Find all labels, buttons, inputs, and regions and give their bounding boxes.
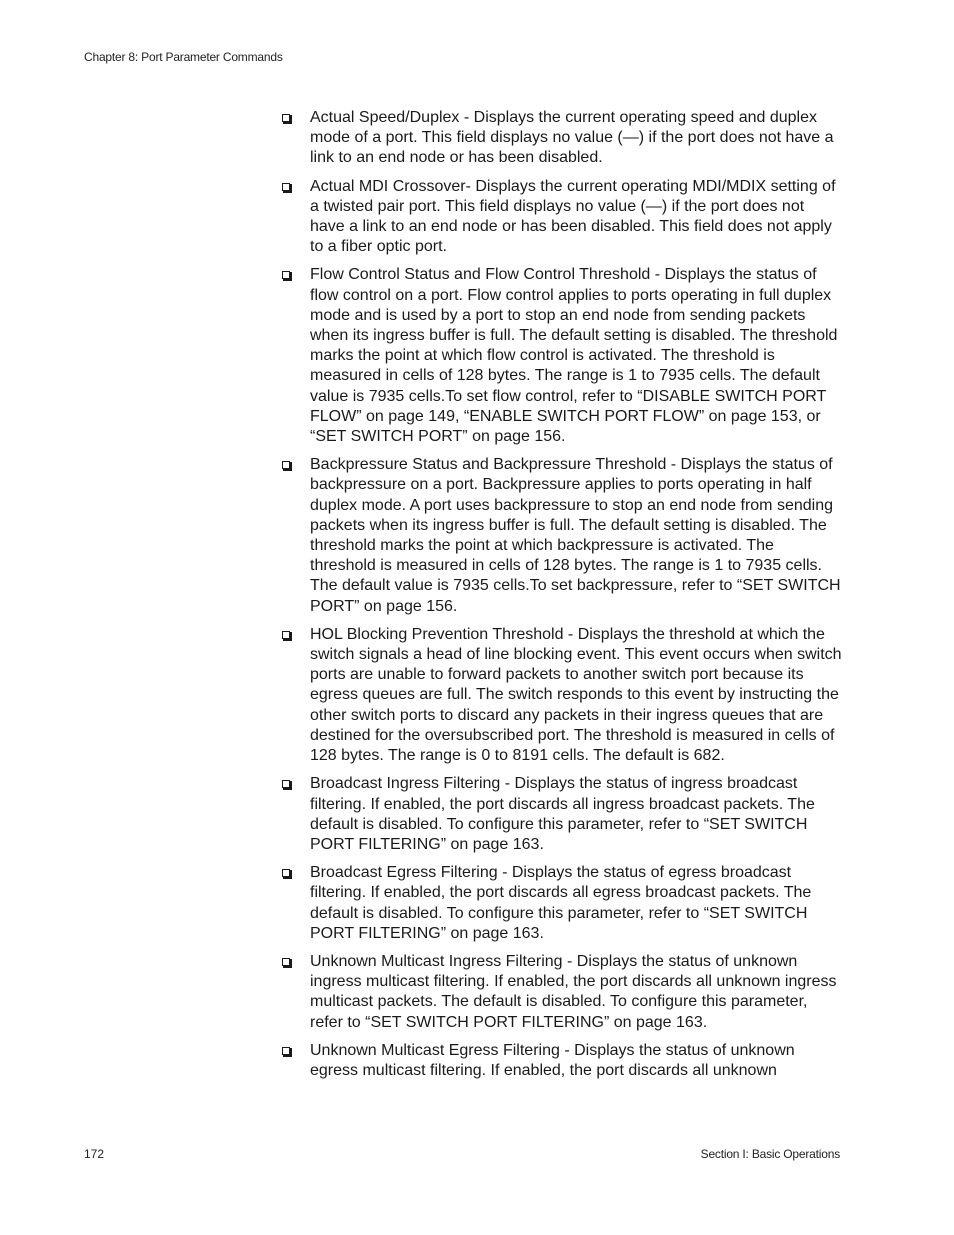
checkbox-square-icon	[282, 631, 290, 639]
running-header: Chapter 8: Port Parameter Commands	[84, 50, 283, 64]
list-item-text: Actual Speed/Duplex - Displays the current operating speed and duplex mode of a port. This field displays no value (—) if the port does not have a link to an end node or has been disabled.	[310, 109, 834, 167]
list-item-hol-blocking	[280, 625, 842, 766]
list-item-broadcast-egress	[280, 863, 842, 944]
list-item-actual-mdi-crossover	[280, 177, 842, 258]
checkbox-square-icon	[282, 1047, 290, 1055]
list-item-text: Flow Control Status and Flow Control Threshold - Displays the status of flow control on a port. Flow control applies to ports operating in full duplex mode and is used by a port to stop an end node from sending packets when its ingress buffer is full. The default setting is disabled. The threshold marks the point at which flow control is activated. The threshold is measured in cells of 128 bytes. The range is 1 to 7935 cells. The default value is 7935 cells.To set flow control, refer to “DISABLE SWITCH PORT FLOW” on page 149, “ENABLE SWITCH PORT FLOW” on page 153, or “SET SWITCH PORT” on page 156.	[310, 266, 838, 446]
checkbox-square-icon	[282, 958, 290, 966]
list-item-flow-control	[280, 265, 842, 447]
checkbox-square-icon	[282, 461, 290, 469]
list-item-text: Actual MDI Crossover- Displays the current operating MDI/MDIX setting of a twisted pair port. This field displays no value (—) if the port does not have a link to an end node or has been disabled. This field does not apply to a fiber optic port.	[310, 177, 836, 256]
list-item-text: Unknown Multicast Egress Filtering - Displays the status of unknown egress multicast filtering. If enabled, the port discards all unknown	[310, 1041, 795, 1079]
page-number: 172	[84, 1147, 105, 1161]
section-title: Section I: Basic Operations	[700, 1147, 840, 1161]
list-item-text: Unknown Multicast Ingress Filtering - Displays the status of unknown ingress multicast filtering. If enabled, the port discards all unknown ingress multicast packets. The default is disabled. To configure this parameter, refer to “SET SWITCH PORT FILTERING” on page 163.	[310, 952, 837, 1031]
list-item-broadcast-ingress	[280, 774, 842, 855]
checkbox-square-icon	[282, 271, 290, 279]
parameter-bullet-list	[280, 108, 842, 1089]
list-item-unknown-multicast-egress	[280, 1041, 842, 1081]
checkbox-square-icon	[282, 114, 290, 122]
list-item-text: HOL Blocking Prevention Threshold - Displays the threshold at which the switch signals a head of line blocking event. This event occurs when switch ports are unable to forward packets to another switch port because its egress queues are full. The switch responds to this event by instructing the other switch ports to discard any packets in their ingress queues that are destined for the oversubscribed port. The threshold is measured in cells of 128 bytes. The range is 0 to 8191 cells. The default is 682.	[310, 625, 842, 765]
checkbox-square-icon	[282, 780, 290, 788]
list-item-backpressure	[280, 455, 842, 617]
checkbox-square-icon	[282, 869, 290, 877]
list-item-actual-speed-duplex	[280, 108, 842, 169]
list-item-unknown-multicast-ingress	[280, 952, 842, 1033]
list-item-text: Backpressure Status and Backpressure Threshold - Displays the status of backpressure on a port. Backpressure applies to ports operating in half duplex mode. A port uses backpressure to stop an end node from sending packets when its ingress buffer is full. The default setting is disabled. The threshold marks the point at which backpressure is activated. The threshold is measured in cells of 128 bytes. The range is 1 to 7935 cells. The default value is 7935 cells.To set backpressure, refer to “SET SWITCH PORT” on page 156.	[310, 456, 841, 615]
list-item-text: Broadcast Egress Filtering - Displays the status of egress broadcast filtering. If enabled, the port discards all egress broadcast packets. The default is disabled. To configure this parameter, refer to “SET SWITCH PORT FILTERING” on page 163.	[310, 864, 812, 942]
list-item-text: Broadcast Ingress Filtering - Displays the status of ingress broadcast filtering. If enabled, the port discards all ingress broadcast packets. The default is disabled. To configure this parameter, refer to “SET SWITCH PORT FILTERING” on page 163.	[310, 775, 815, 853]
checkbox-square-icon	[282, 183, 290, 191]
